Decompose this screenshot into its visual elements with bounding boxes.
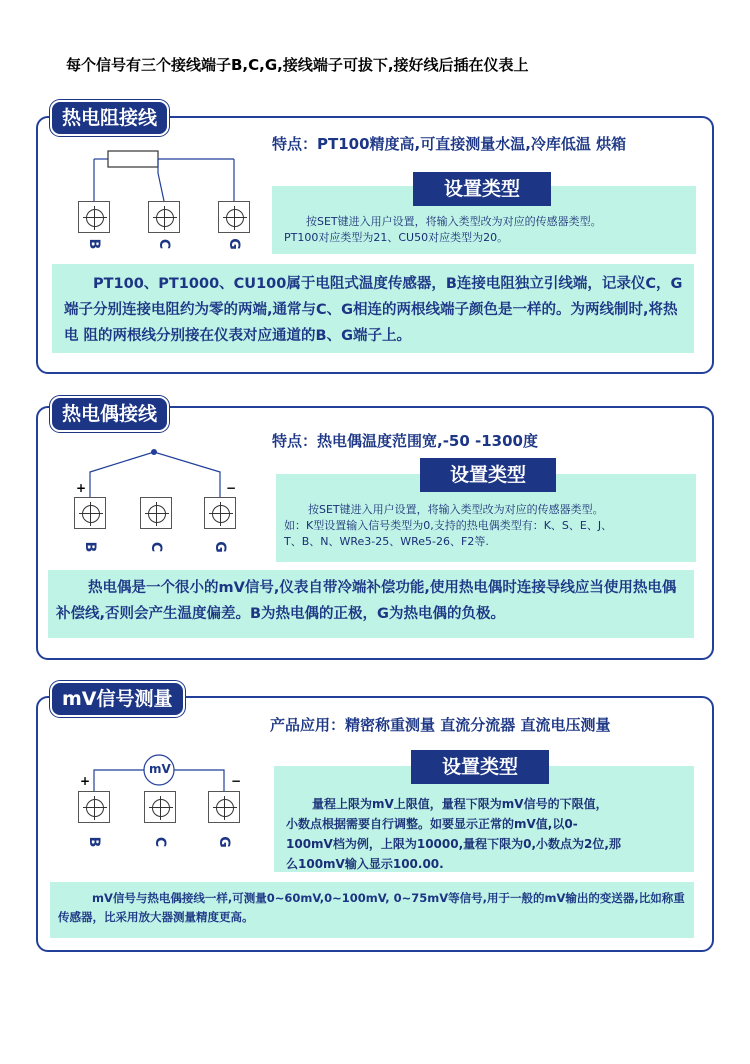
mv-label-g: G (216, 836, 232, 848)
mv-meter-label: mV (149, 762, 171, 776)
tc-minus-sign: − (226, 481, 237, 495)
mv-set-type-button[interactable]: 设置类型 (411, 750, 549, 784)
mv-tab: mV信号测量 (50, 681, 185, 717)
mv-set-text (286, 794, 690, 874)
rtd-tab: 热电阻接线 (50, 100, 169, 136)
mv-set-line-3: 100mV档为例，上限为10000,量程下限为0,小数点为2位,那 (286, 837, 621, 851)
mv-terminal-g (208, 791, 240, 823)
tc-tab: 热电偶接线 (50, 396, 169, 432)
tc-terminal-g (204, 497, 236, 529)
mv-minus-sign: − (231, 774, 242, 788)
tc-feature: 特点：热电偶温度范围宽,-50 -1300度 (272, 432, 538, 450)
mv-label-b: B (86, 836, 102, 848)
rtd-label-g: G (226, 238, 242, 250)
rtd-set-text (284, 214, 690, 246)
mv-description: mV信号与热电偶接线一样,可测量0~60mV,0~100mV, 0~75mV等信号,用于一般的mV输出的变送器,比如称重传感器，比采用放大器测量精度更高。 (50, 882, 694, 938)
rtd-set-type-button[interactable]: 设置类型 (413, 172, 551, 206)
tc-label-b: B (82, 541, 98, 553)
tc-terminal-b (74, 497, 106, 529)
mv-plus-sign: + (80, 774, 91, 788)
mv-feature: 产品应用：精密称重测量 直流分流器 直流电压测量 (270, 716, 611, 734)
rtd-terminal-g (218, 201, 250, 233)
tc-set-line-3: T、B、N、WRe3-25、WRe5-26、F2等. (284, 535, 489, 548)
rtd-set-line-1: 按SET键进入用户设置，将输入类型改为对应的传感器类型。 (306, 215, 602, 228)
rtd-feature: 特点：PT100精度高,可直接测量水温,冷库低温 烘箱 (272, 135, 627, 153)
rtd-terminal-c (148, 201, 180, 233)
mv-label-c: C (152, 836, 168, 848)
rtd-description: PT100、PT1000、CU100属于电阻式温度传感器，B连接电阻独立引线端，记录仪C，G端子分别连接电阻约为零的两端,通常与C、G相连的两根线端子颜色是一样的。为两线制时,将热电 阻的两根线分别接在仪表对应通道的B、G端子上。 (52, 264, 694, 353)
rtd-set-line-2: PT100对应类型为21、CU50对应类型为20。 (284, 231, 509, 244)
rtd-label-c: C (156, 238, 172, 250)
mv-set-line-2: 小数点根据需要自行调整。如要显示正常的mV值,以0- (286, 817, 578, 831)
mv-terminal-c (144, 791, 176, 823)
mv-terminal-b (78, 791, 110, 823)
intro-text: 每个信号有三个接线端子B,C,G,接线端子可拔下,接好线后插在仪表上 (66, 56, 529, 74)
rtd-terminal-b (78, 201, 110, 233)
tc-label-g: G (212, 541, 228, 553)
mv-set-line-1: 量程上限为mV上限值，量程下限为mV信号的下限值， (312, 797, 608, 811)
mv-set-line-4: 么100mV输入显示100.00. (286, 857, 444, 871)
tc-set-text (284, 502, 694, 550)
tc-set-line-1: 按SET键进入用户设置，将输入类型改为对应的传感器类型。 (308, 503, 604, 516)
tc-label-c: C (148, 541, 164, 553)
tc-plus-sign: + (76, 481, 87, 495)
tc-description: 热电偶是一个很小的mV信号,仪表自带冷端补偿功能,使用热电偶时连接导线应当使用热电偶补偿线,否则会产生温度偏差。B为热电偶的正极，G为热电偶的负极。 (48, 570, 694, 638)
tc-set-line-2: 如：K型设置输入信号类型为0,支持的热电偶类型有：K、S、E、J、 (284, 519, 613, 532)
tc-set-type-button[interactable]: 设置类型 (420, 458, 556, 492)
tc-terminal-c (140, 497, 172, 529)
rtd-wiring-diagram (70, 145, 270, 205)
rtd-label-b: B (86, 238, 102, 250)
